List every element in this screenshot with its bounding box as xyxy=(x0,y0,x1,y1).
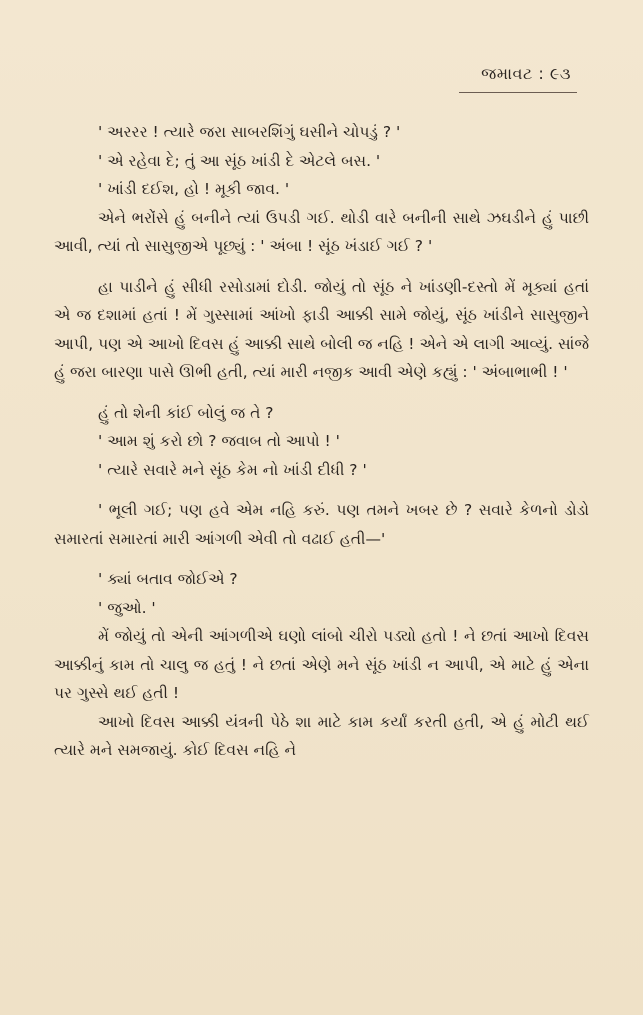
dialogue-line: ' ત્યારે સવારે મને સૂંઠ કેમ નો ખાંડી દીધી ? ' xyxy=(98,460,367,479)
header-underline xyxy=(459,92,577,93)
dialogue-line: હું તો શેની કાંઈ બોલું જ તે ? xyxy=(98,403,274,422)
dialogue-line: ' એ રહેવા દે; તું આ સૂંઠ ખાંડી દે એટલે બસ. ' xyxy=(98,151,381,170)
dialogue-line: ' અરરર ! ત્યારે જરા સાબરશિંગું ઘસીને ચોપડું ? ' xyxy=(98,123,401,141)
paragraph: એને ભરોંસે હું બનીને ત્યાં ઉપડી ગઈ. થોડી વારે બનીની સાથે ઝઘડીને હું પાછી આવી, ત્યાં તો સાસુજીએ પૂછ્યું : ' અંબા ! સૂંઠ ખંડાઈ ગઈ ? ' xyxy=(54,208,589,255)
dialogue-line: ' ક્યાં બતાવ જોઈએ ? xyxy=(98,570,238,588)
dialogue-line: ' ખાંડી દઈશ, હો ! મૂકી જાવ. ' xyxy=(98,180,290,198)
paragraph: આખો દિવસ આક્કી યંત્રની પેઠે શા માટે કામ કર્યાં કરતી હતી, એ હું મોટી થઈ ત્યારે મને સમજાયું. કોઈ દિવસ નહિ ને xyxy=(54,712,589,759)
body-text xyxy=(54,118,589,765)
paragraph: મેં જોયું તો એની આંગળીએ ઘણો લાંબો ચીરો પડ્યો હતો ! ને છતાં આખો દિવસ આક્કીનું કામ તો ચાલુ જ હતું ! ને છતાં એણે મને સૂંઠ ખાંડી ન આપી, એ માટે હું એના પર ગુસ્સે થઈ હતી ! xyxy=(54,627,589,702)
paragraph: હા પાડીને હું સીધી રસોડામાં દોડી. જોયું તો સૂંઠ ને ખાંડણી-દસ્તો મેં મૂક્યાં હતાં એ જ દશામાં હતાં ! મેં ગુસ્સામાં આંખો ફાડી આક્કી સામે જોયું, સૂંઠ ખાંડીને સાસુજીને આપી, પણ એ આખો દિવસ હું આક્કી સાથે બોલી જ નહિ ! એને એ લાગી આવ્યું. સાંજે હું જરા બારણા પાસે ઊભી હતી, ત્યાં મારી નજીક આવી એણે કહ્યું : ' અંબાભાભી ! ' xyxy=(54,277,589,381)
dialogue-line: ' જુઓ. ' xyxy=(98,598,156,617)
paragraph: ' ભૂલી ગઈ; પણ હવે એમ નહિ કરું. પણ તમને ખબર છે ? સવારે કેળનો ડોડો સમારતાં સમારતાં મારી આંગળી એવી તો વઢાઈ હતી—' xyxy=(54,501,589,548)
dialogue-line: ' આમ શું કરો છો ? જવાબ તો આપો ! ' xyxy=(98,432,340,450)
running-header: જમાવટ : ૯૩ xyxy=(481,64,571,83)
